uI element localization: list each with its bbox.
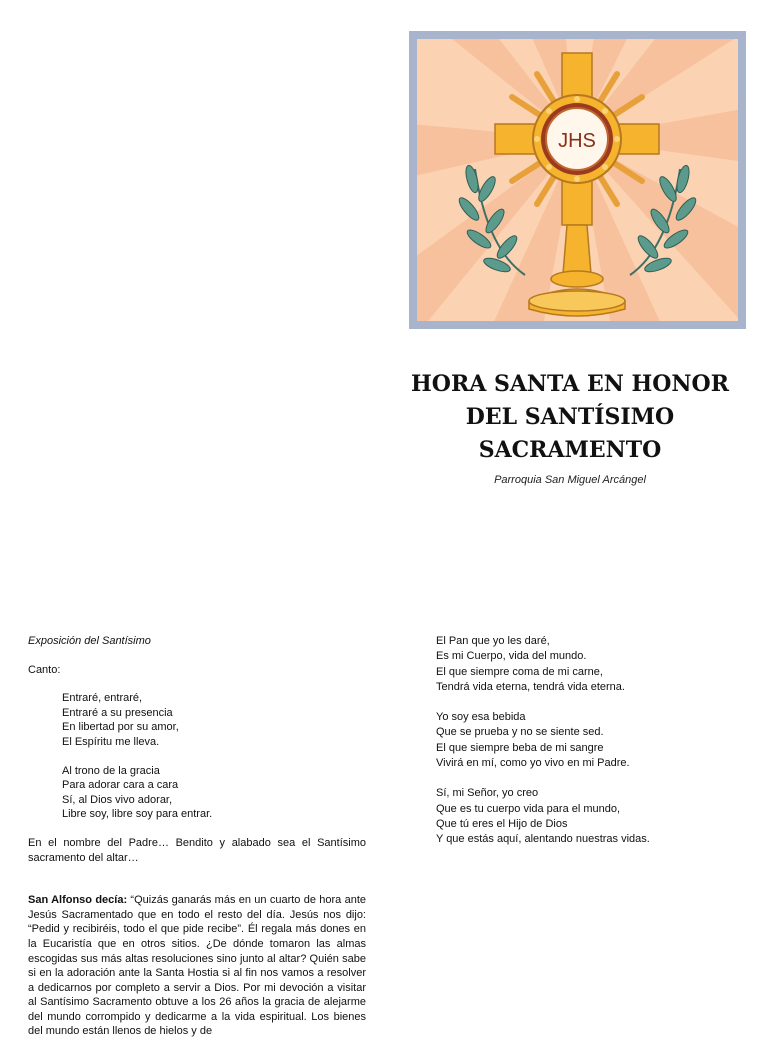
hymn-stanza-3 xyxy=(436,634,736,695)
hymn-stanza-2 xyxy=(28,764,366,822)
verse-line: En libertad por su amor, xyxy=(62,721,179,734)
verse-line: Que se prueba y no se siente sed. xyxy=(436,726,604,739)
verse-line: Entraré a su presencia xyxy=(62,706,173,719)
verse-line: Que tú eres el Hijo de Dios xyxy=(436,817,568,830)
verse-line: Que es tu cuerpo vida para el mundo, xyxy=(436,802,621,815)
hymn-stanza-5 xyxy=(436,786,736,847)
hymn-stanza-1 xyxy=(28,691,366,749)
verse-line: El que siempre coma de mi carne, xyxy=(436,665,603,678)
document-title xyxy=(400,368,740,467)
san-alfonso-quote xyxy=(28,893,366,1039)
verse-line: Entraré, entraré, xyxy=(62,692,143,705)
title-line-2: DEL SANTÍSIMO xyxy=(465,404,675,430)
opening-prayer: En el nombre del Padre… Bendito y alabado sea el Santísimo sacramento del altar… xyxy=(28,836,366,864)
verse-line: Para adorar cara a cara xyxy=(62,779,179,792)
verse-line: Tendrá vida eterna, tendrá vida eterna. xyxy=(436,680,625,693)
verse-line: Al trono de la gracia xyxy=(62,764,160,777)
section-heading-exposition: Exposición del Santísimo xyxy=(28,635,151,647)
quote-text: “Quizás ganarás más en un cuarto de hora ante Jesús Sacramentado que en todo el resto del día. Jesús nos dijo: “Pedid y recibiréis, todo el que pide recibe”. Él regala más dones en la Eucaristía que en otros sitios. ¿De dónde tomaron las almas escogidas sus más altas resoluciones sino junto al altar? Quién sabe si en la adoración ante la Santa Hostia si al fin nos vamos a resolver a dedicarnos por completo a servir a Dios. Por mi devoción a visitar al Santísimo Sacramento obtuve a los 26 años la gracia de alejarme del mundo corrompido y dedicarme a la vida espiritual. Los bienes del mundo están llenos de hielos y de xyxy=(28,894,366,1038)
jhs-emblem-text: JHS xyxy=(558,130,596,152)
cover-image-frame xyxy=(409,31,746,329)
verse-line: Yo soy esa bebida xyxy=(436,711,526,724)
verse-line: El Espíritu me lleva. xyxy=(62,735,160,748)
verse-line: Libre soy, libre soy para entrar. xyxy=(62,808,213,821)
canto-label: Canto: xyxy=(28,663,61,676)
verse-line: Sí, mi Señor, yo creo xyxy=(436,787,539,800)
verse-line: El que siempre beba de mi sangre xyxy=(436,741,604,754)
verse-line: El Pan que yo les daré, xyxy=(436,635,550,647)
title-line-3: SACRAMENTO xyxy=(478,437,662,463)
monstrance-illustration xyxy=(417,39,738,321)
left-column xyxy=(28,634,366,1039)
verse-line: Sí, al Dios vivo adorar, xyxy=(62,793,173,806)
verse-line: Y que estás aquí, alentando nuestras vidas. xyxy=(436,833,650,846)
title-line-1: HORA SANTA EN HONOR xyxy=(411,371,729,397)
hymn-stanza-4 xyxy=(436,710,736,771)
right-column xyxy=(436,634,736,863)
verse-line: Vivirá en mí, como yo vivo en mi Padre. xyxy=(436,757,630,770)
parish-subtitle: Parroquia San Miguel Arcángel xyxy=(494,474,646,486)
quote-author-label: San Alfonso decía: xyxy=(28,894,128,907)
verse-line: Es mi Cuerpo, vida del mundo. xyxy=(436,650,587,663)
